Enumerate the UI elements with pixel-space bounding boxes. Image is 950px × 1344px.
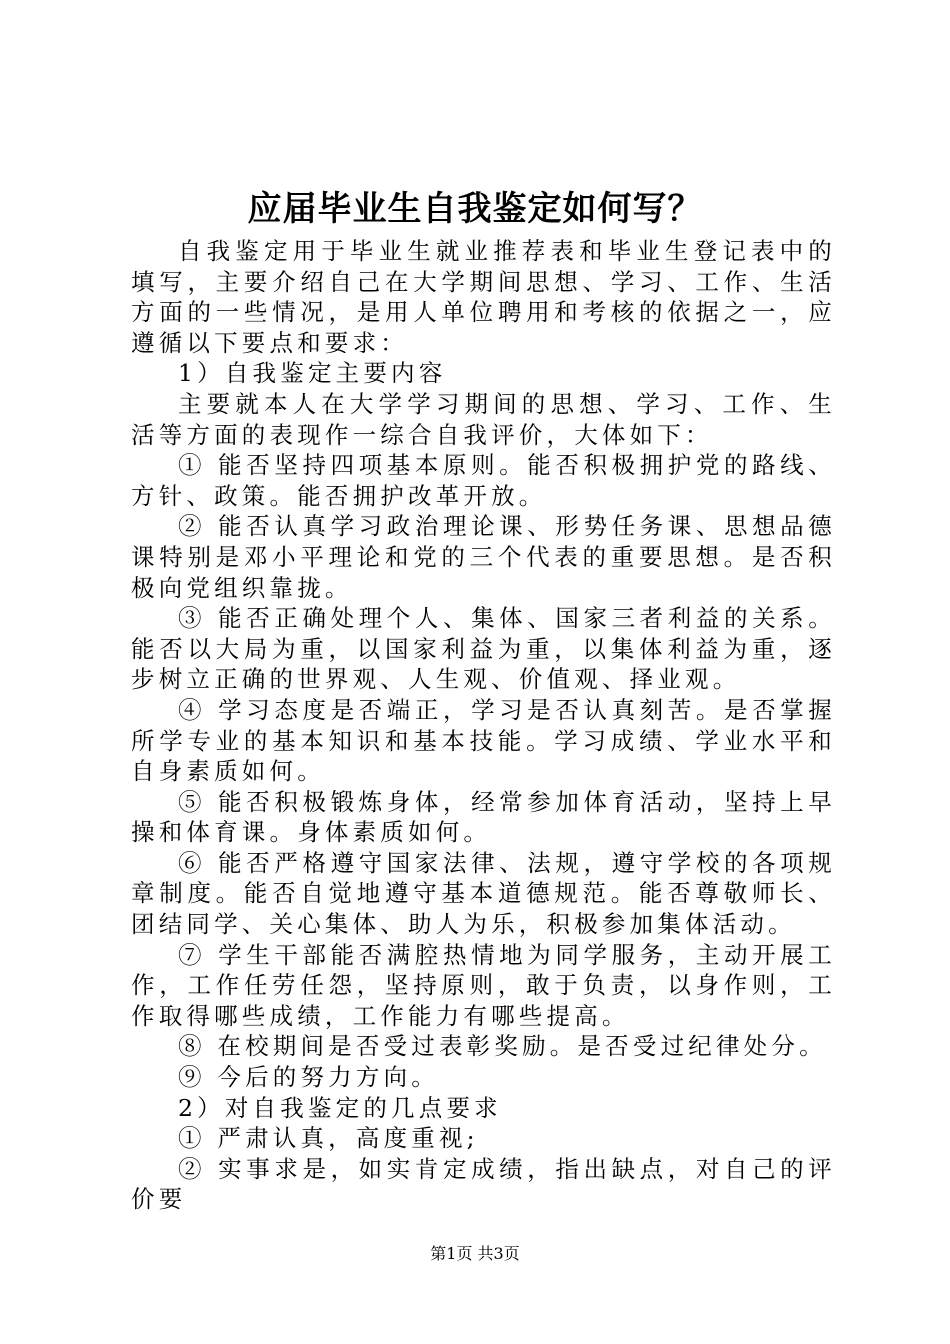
document-title: 应届毕业生自我鉴定如何写？ [247, 189, 703, 229]
list-item: ③ 能否正确处理个人、集体、国家三者利益的关系。能否以大局为重，以国家利益为重，以集体利益为重，逐步树立正确的世界观、人生观、价值观、择业观。 [131, 604, 836, 694]
list-item: ④ 学习态度是否端正，学习是否认真刻苦。是否掌握所学专业的基本知识和基本技能。学习成绩、学业水平和自身素质如何。 [131, 695, 836, 786]
paragraph-intro: 自我鉴定用于毕业生就业推荐表和毕业生登记表中的填写，主要介绍自己在大学期间思想、学习、工作、生活方面的一些情况，是用人单位聘用和考核的依据之一，应遵循以下要点和要求： [131, 237, 836, 357]
list-item: ① 能否坚持四项基本原则。能否积极拥护党的路线、方针、政策。能否拥护改革开放。 [131, 451, 836, 510]
list-item: ② 能否认真学习政治理论课、形势任务课、思想品德课特别是邓小平理论和党的三个代表的重要思想。是否积极向党组织靠拢。 [131, 512, 836, 602]
list-item: ① 严肃认真，高度重视; [178, 1124, 479, 1153]
list-item: ⑨ 今后的努力方向。 [178, 1063, 439, 1092]
section-heading-requirements: 2）对自我鉴定的几点要求 [178, 1093, 502, 1122]
list-item: ⑦ 学生干部能否满腔热情地为同学服务，主动开展工作，工作任劳任怨，坚持原则，敢于负责，以身作则，工作取得哪些成绩，工作能力有哪些提高。 [131, 940, 836, 1030]
list-item: ⑤ 能否积极锻炼身体，经常参加体育活动，坚持上早操和体育课。身体素质如何。 [131, 787, 836, 847]
page-number-footer: 第1页 共3页 [430, 1244, 520, 1263]
list-item: ② 实事求是，如实肯定成绩，指出缺点，对自己的评价要 [131, 1154, 836, 1214]
list-item: ⑧ 在校期间是否受过表彰奖励。是否受过纪律处分。 [178, 1032, 827, 1061]
list-item: ⑥ 能否严格遵守国家法律、法规，遵守学校的各项规章制度。能否自觉地遵守基本道德规范。能否尊敬师长、团结同学、关心集体、助人为乐，积极参加集体活动。 [131, 848, 836, 939]
paragraph-overview: 主要就本人在大学学习期间的思想、学习、工作、生活等方面的表现作一综合自我评价，大体如下： [131, 389, 836, 449]
section-heading-content: 1）自我鉴定主要内容 [178, 359, 447, 388]
document-body [131, 236, 836, 1215]
